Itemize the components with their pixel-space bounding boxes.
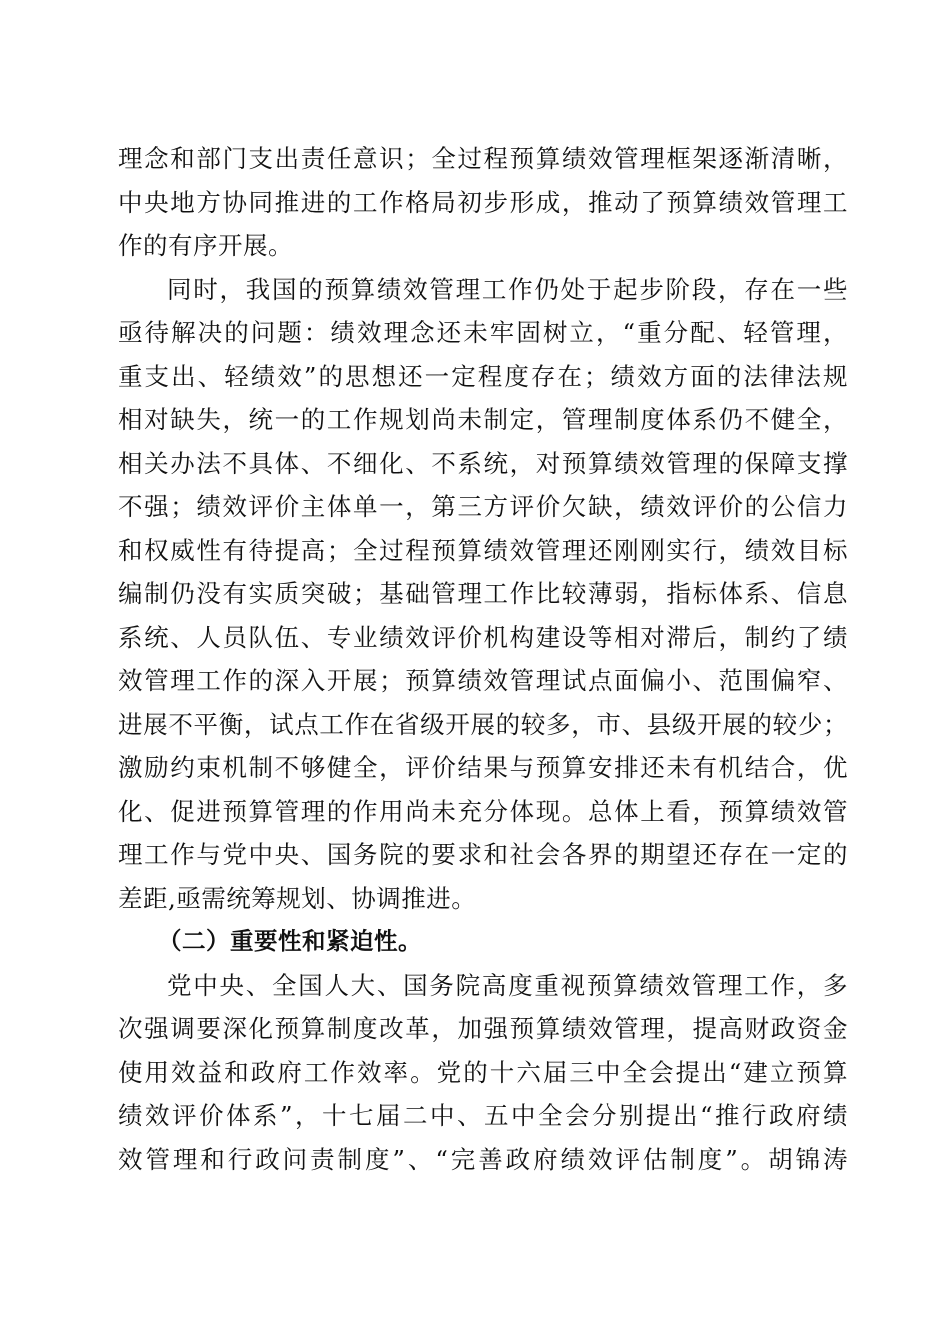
text-line: 次强调要深化预算制度改革，加强预算绩效管理，提高财政资金 [118,1014,848,1043]
text-line: 同时，我国的预算绩效管理工作仍处于起步阶段，存在一些 [167,274,848,304]
text-line: 绩效评价体系”，十七届二中、五中全会分别提出“推行政府绩 [118,1101,848,1130]
text-line: 作的有序开展。 [118,231,293,260]
text-line: 差距,亟需统筹规划、协调推进。 [118,883,477,913]
body-text [118,137,848,1181]
text-line: 化、促进预算管理的作用尚未充分体现。总体上看，预算绩效管 [118,796,848,826]
text-line: 激励约束机制不够健全，评价结果与预算安排还未有机结合，优 [118,753,848,782]
text-line: 不强；绩效评价主体单一，第三方评价欠缺，绩效评价的公信力 [118,492,848,521]
text-line: 相关办法不具体、不细化、不系统，对预算绩效管理的保障支撑 [118,448,848,478]
text-line: 党中央、全国人大、国务院高度重视预算绩效管理工作，多 [167,970,848,1000]
text-line: 中央地方协同推进的工作格局初步形成，推动了预算绩效管理工 [118,187,848,217]
text-line: 理念和部门支出责任意识；全过程预算绩效管理框架逐渐清晰， [118,144,848,173]
paragraph-1 [118,137,848,268]
text-line: 系统、人员队伍、专业绩效评价机构建设等相对滞后，制约了绩 [118,622,848,652]
text-line: 和权威性有待提高；全过程预算绩效管理还刚刚实行，绩效目标 [118,535,848,565]
text-line: 亟待解决的问题：绩效理念还未牢固树立，“重分配、轻管理， [118,318,848,347]
text-line: 效管理和行政问责制度”、“完善政府绩效评估制度”。胡锦涛 [118,1144,848,1174]
text-line: 重支出、轻绩效”的思想还一定程度存在；绩效方面的法律法规 [118,361,848,391]
section-heading: （二）重要性和紧迫性。 [158,927,422,955]
text-line: 使用效益和政府工作效率。党的十六届三中全会提出“建立预算 [118,1057,848,1087]
paragraph-2 [118,268,848,921]
text-line: 相对缺失，统一的工作规划尚未制定，管理制度体系仍不健全， [118,405,848,434]
paragraph-3 [118,964,848,1182]
text-line: 编制仍没有实质突破；基础管理工作比较薄弱，指标体系、信息 [118,579,848,608]
text-line: 理工作与党中央、国务院的要求和社会各界的期望还存在一定的 [118,840,848,869]
text-line: 效管理工作的深入开展；预算绩效管理试点面偏小、范围偏窄、 [118,666,848,695]
text-line: 进展不平衡，试点工作在省级开展的较多，市、县级开展的较少； [118,709,848,739]
